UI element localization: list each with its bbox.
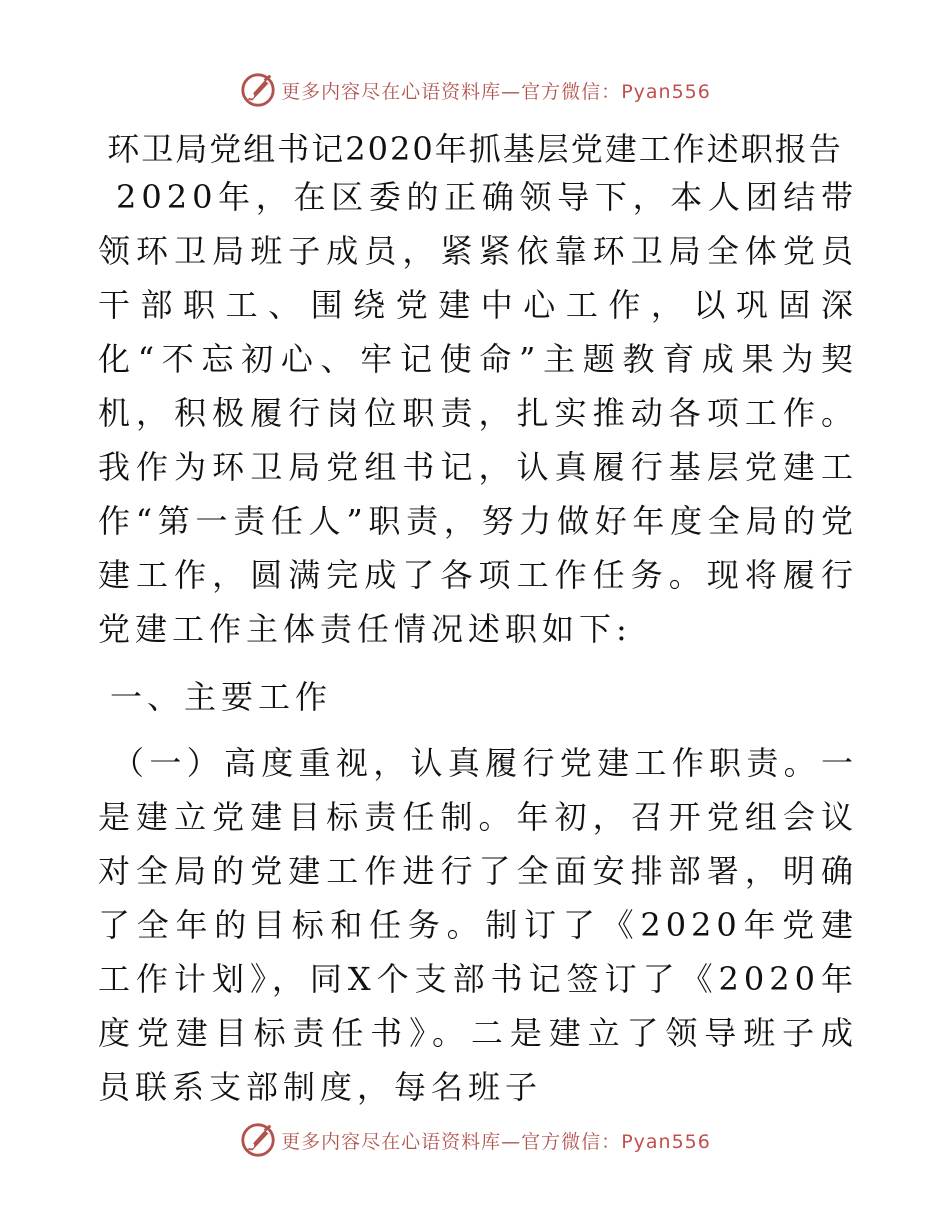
watermark-site-text: 更多内容尽在心语资料库 xyxy=(281,1130,502,1153)
watermark-official-label: 官方微信： xyxy=(521,1130,622,1153)
document-title: 环卫局党组书记2020年抓基层党建工作述职报告 xyxy=(107,130,843,168)
intro-paragraph: 2020年，在区委的正确领导下，本人团结带领环卫局班子成员，紧紧依靠环卫局全体党员干部职工、围绕党建中心工作，以巩固深化“不忘初心、牢记使命”主题教育成果为契机，积极履行岗位职责，扎实推动各项工作。我作为环卫局党组书记，认真履行基层党建工作“第一责任人”职责，努力做好年度全局的党建工作，圆满完成了各项工作任务。现将履行党建工作主体责任情况述职如下: xyxy=(98,178,858,648)
section-heading: 一、主要工作 xyxy=(110,678,333,716)
quill-pen-logo-icon xyxy=(239,1121,277,1159)
watermark-official-label: 官方微信： xyxy=(521,80,622,103)
watermark-site-text: 更多内容尽在心语资料库 xyxy=(281,80,502,103)
document-body xyxy=(98,170,858,1114)
watermark-separator: — xyxy=(501,1130,522,1153)
watermark-separator: — xyxy=(501,80,522,103)
watermark-text xyxy=(281,1127,711,1154)
watermark-banner-top xyxy=(0,70,950,110)
watermark-text xyxy=(281,77,711,104)
section-paragraph: （一）高度重视，认真履行党建工作职责。一是建立党建目标责任制。年初，召开党组会议对全局的党建工作进行了全面安排部署，明确了全年的目标和任务。制订了《2020年党建工作计划》，同X个支部书记签订了《2020年度党建目标责任书》。二是建立了领导班子成员联系支部制度，每名班子 xyxy=(98,744,858,1106)
watermark-banner-bottom xyxy=(0,1120,950,1160)
watermark-wechat-id: Pyan556 xyxy=(621,1130,711,1153)
watermark-wechat-id: Pyan556 xyxy=(621,80,711,103)
quill-pen-logo-icon xyxy=(239,71,277,109)
